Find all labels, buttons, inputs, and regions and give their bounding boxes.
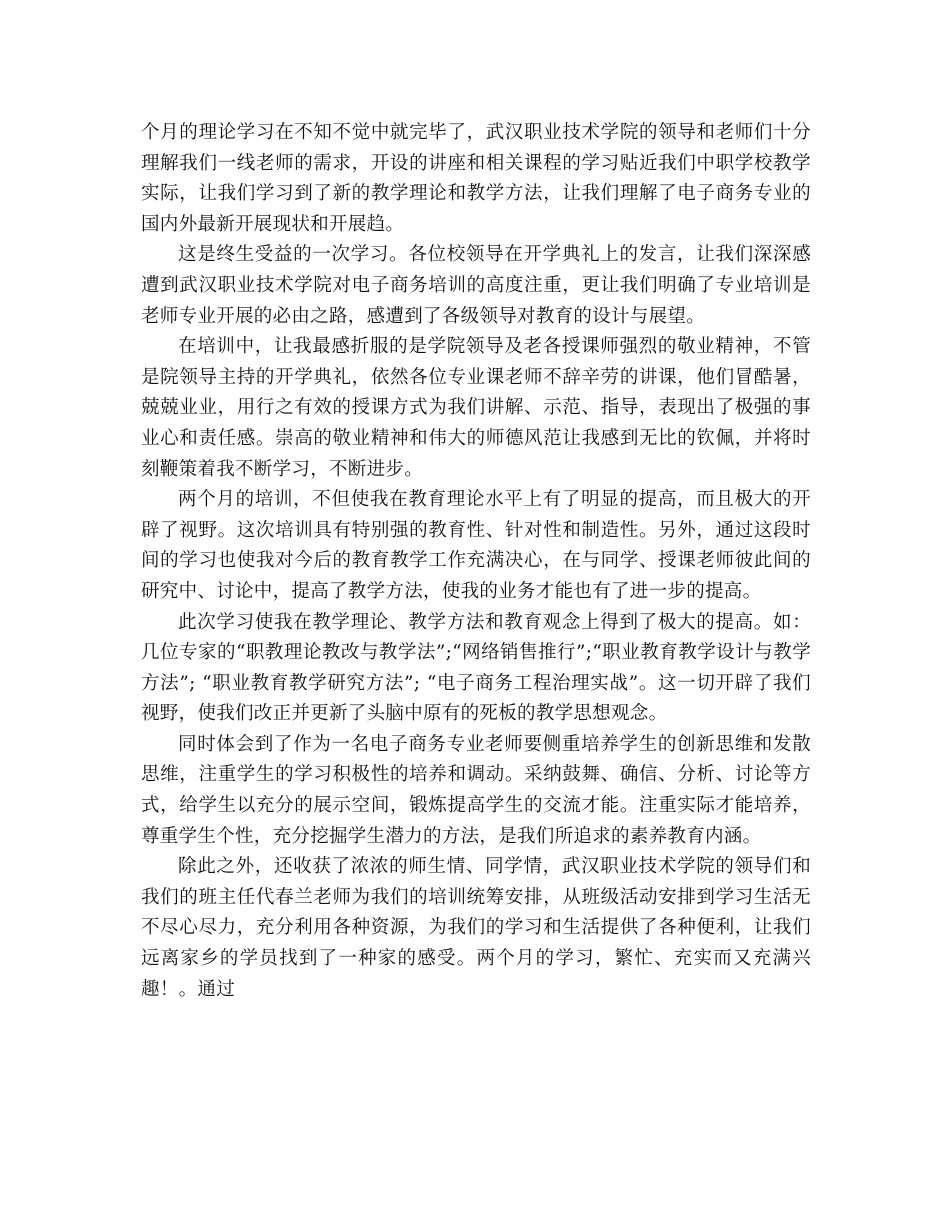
paragraph-1: 个月的理论学习在不知不觉中就完毕了，武汉职业技术学院的领导和老师们十分理解我们一线老师的需求，开设的讲座和相关课程的学习贴近我们中职学校教学实际，让我们学习到了新的教学理论和教学方法，让我们理解了电子商务专业的国内外最新开展现状和开展趋。: [141, 122, 811, 235]
paragraph-7: 除此之外，还收获了浓浓的师生情、同学情，武汉职业技术学院的领导们和我们的班主任代春兰老师为我们的培训统筹安排，从班级活动安排到学习生活无不尽心尽力，充分利用各种资源，为我们的学习和生活提供了各种便利，让我们远离家乡的学员找到了一种家的感受。两个月的学习，繁忙、充实而又充满兴趣！。通过: [141, 856, 811, 1000]
document-body: [141, 118, 811, 1005]
paragraph-2: 这是终生受益的一次学习。各位校领导在开学典礼上的发言，让我们深深感遭到武汉职业技术学院对电子商务培训的高度注重，更让我们明确了专业培训是老师专业开展的必由之路，感遭到了各级领导对教育的设计与展望。: [141, 244, 811, 327]
paragraph-4: 两个月的培训，不但使我在教育理论水平上有了明显的提高，而且极大的开辟了视野。这次培训具有特别强的教育性、针对性和制造性。另外，通过这段时间的学习也使我对今后的教育教学工作充满决心，在与同学、授课老师彼此间的研究中、讨论中，提高了教学方法，使我的业务才能也有了进一步的提高。: [141, 489, 811, 602]
paragraph-6: 同时体会到了作为一名电子商务专业老师要侧重培养学生的创新思维和发散思维，注重学生的学习积极性的培养和调动。采纳鼓舞、确信、分析、讨论等方式，给学生以充分的展示空间，锻炼提高学生的交流才能。注重实际才能培养，尊重学生个性，充分挖掘学生潜力的方法，是我们所追求的素养教育内涵。: [141, 733, 811, 847]
paragraph-3: 在培训中，让我最感折服的是学院领导及老各授课师强烈的敬业精神，不管是院领导主持的开学典礼，依然各位专业课老师不辞辛劳的讲课，他们冒酷暑，兢兢业业，用行之有效的授课方式为我们讲解、示范、指导，表现出了极强的事业心和责任感。崇高的敬业精神和伟大的师德风范让我感到无比的钦佩，并将时刻鞭策着我不断学习，不断进步。: [141, 336, 811, 480]
paragraph-5: 此次学习使我在教学理论、教学方法和教育观念上得到了极大的提高。如：几位专家的“职教理论教改与教学法”;“网络销售推行”;“职业教育教学设计与教学方法”; “职业教育教学研究方法”; “电子商务工程治理实战”。这一切开辟了我们视野，使我们改正并更新了头脑中原有的死板的教学思想观念。: [141, 611, 811, 725]
